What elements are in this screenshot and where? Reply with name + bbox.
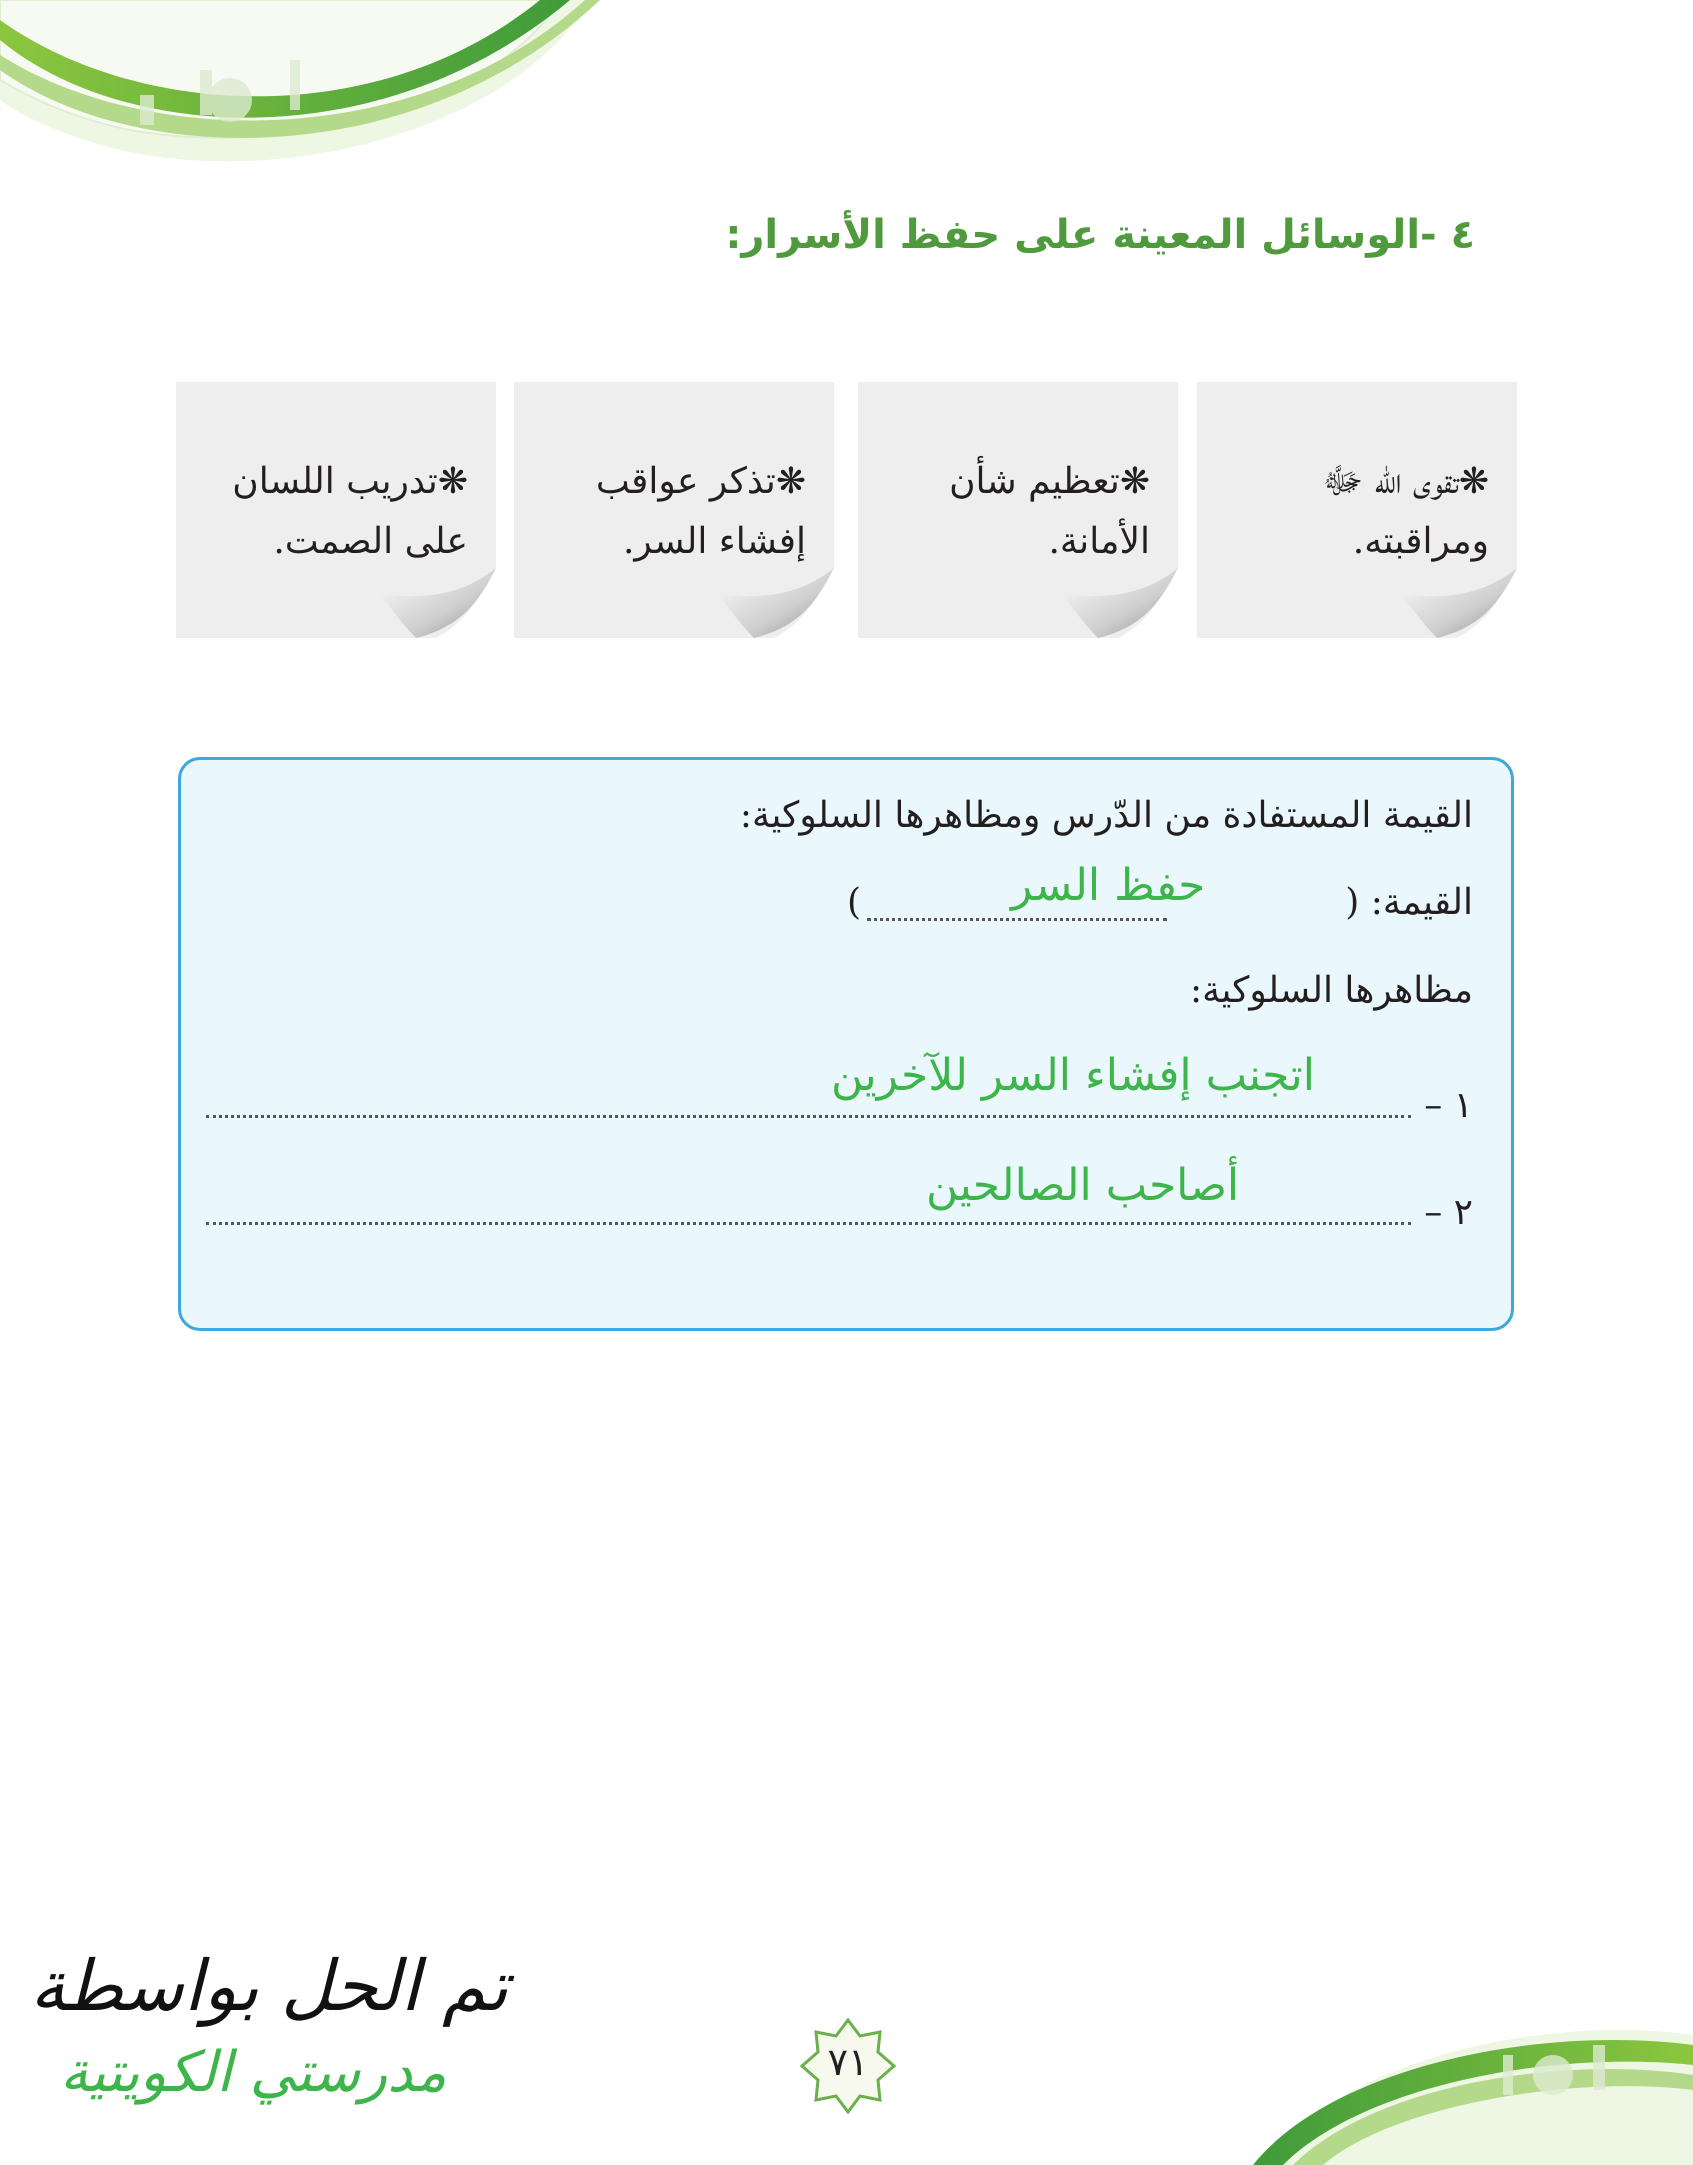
item-answer-2: أصاحب الصالحين: [926, 1160, 1240, 1211]
star-icon: ❋: [775, 461, 806, 502]
card-line1: تذكر عواقب: [595, 461, 776, 502]
manifestations-label: مظاهرها السلوكية:: [1189, 970, 1473, 1011]
star-icon: ❋: [1119, 461, 1150, 502]
card-text: [1219, 452, 1489, 572]
card-line1: تعظيم شأن: [949, 461, 1120, 502]
card-text: [880, 452, 1150, 572]
card-line1: تقوى الله ﷻ: [1322, 461, 1459, 502]
card-silence: [176, 382, 496, 638]
card-line2: الأمانة.: [1048, 521, 1150, 562]
card-line2: ومراقبته.: [1352, 521, 1489, 562]
card-taqwa: [1197, 382, 1517, 638]
section-title: ٤ -الوسائل المعينة على حفظ الأسرار:: [725, 212, 1475, 258]
item-number-2: ٢ –: [1424, 1192, 1473, 1233]
star-icon: ❋: [1458, 461, 1489, 502]
top-decorative-corner: [0, 0, 600, 190]
card-line2: إفشاء السر.: [622, 521, 806, 562]
bottom-decorative-corner: [1223, 1995, 1693, 2165]
page-number: ٧١: [827, 2040, 869, 2084]
card-amanah: [858, 382, 1178, 638]
star-icon: ❋: [437, 461, 468, 502]
value-close-paren: ): [847, 882, 862, 923]
card-consequences: [514, 382, 834, 638]
item-dotted-line-2: [206, 1222, 1411, 1225]
value-box: [178, 757, 1514, 1331]
card-line1: تدريب اللسان: [232, 461, 438, 502]
value-answer: حفظ السر: [1011, 860, 1206, 911]
value-label: القيمة: (: [1345, 882, 1473, 923]
watermark-line2: مدرستي الكويتية: [60, 2040, 447, 2105]
item-number-1: ١ –: [1424, 1085, 1473, 1126]
card-text: [198, 452, 468, 572]
page-curl-icon: [714, 568, 834, 638]
watermark-line1: تم الحل بواسطة: [30, 1945, 509, 2027]
item-answer-1: اتجنب إفشاء السر للآخرين: [831, 1050, 1315, 1101]
item-dotted-line-1: [206, 1115, 1411, 1118]
page-curl-icon: [1397, 568, 1517, 638]
value-dotted-line: [867, 918, 1167, 921]
page-curl-icon: [376, 568, 496, 638]
card-line2: على الصمت.: [273, 521, 468, 562]
value-intro: القيمة المستفادة من الدّرس ومظاهرها السلوكية:: [739, 795, 1473, 836]
page-curl-icon: [1058, 568, 1178, 638]
card-text: [536, 452, 806, 572]
